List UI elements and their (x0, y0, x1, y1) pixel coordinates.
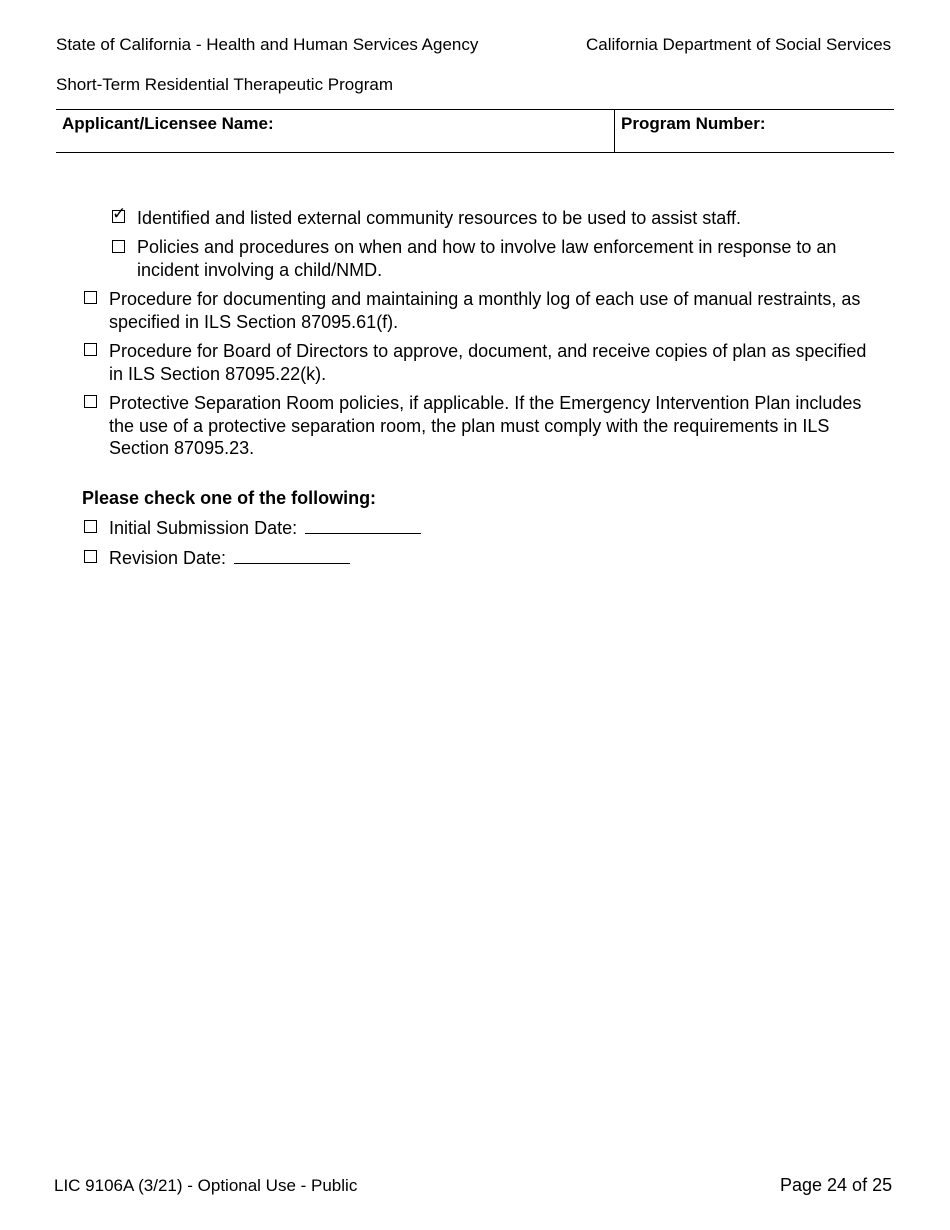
applicant-info-table (56, 109, 894, 153)
checkbox-board-approval[interactable] (84, 343, 97, 356)
checkbox-law-enforcement[interactable] (112, 240, 125, 253)
revision-label: Revision Date: (109, 548, 227, 568)
department-name: California Department of Social Services (586, 35, 892, 54)
initial-submission-row (109, 517, 421, 540)
agency-name: State of California - Health and Human Services Agency (56, 35, 479, 54)
form-id: LIC 9106A (3/21) - Optional Use - Public (54, 1176, 358, 1195)
checklist-item-law-enforcement (137, 236, 836, 281)
initial-submission-label: Initial Submission Date: (109, 518, 298, 538)
checkbox-protective-separation-room[interactable] (84, 395, 97, 408)
line: Protective Separation Room policies, if applicable. If the Emergency Intervention Plan includes (109, 393, 862, 413)
page-number: Page 24 of 25 (780, 1175, 893, 1195)
checklist-item-board-approval (109, 340, 866, 385)
checkmark-icon: ✓ (112, 204, 127, 223)
line: the use of a protective separation room, the plan must comply with the requirements in ILS (109, 415, 830, 436)
line: incident involving a child/NMD. (137, 259, 383, 280)
line: Policies and procedures on when and how to involve law enforcement in response to an (137, 237, 837, 257)
applicant-name-cell[interactable] (56, 110, 615, 152)
checklist-item-manual-restraints-log (109, 288, 860, 333)
checkbox-initial-submission[interactable] (84, 520, 97, 533)
line: specified in ILS Section 87095.61(f). (109, 311, 399, 332)
program-number-cell[interactable] (615, 110, 894, 152)
initial-submission-date-field[interactable] (305, 517, 421, 534)
applicant-name-label: Applicant/Licensee Name: (62, 114, 274, 133)
line: in ILS Section 87095.22(k). (109, 363, 327, 384)
revision-row (109, 547, 350, 570)
checkbox-manual-restraints-log[interactable] (84, 291, 97, 304)
submission-heading: Please check one of the following: (82, 488, 377, 508)
revision-date-field[interactable] (234, 547, 350, 564)
checkbox-community-resources[interactable] (112, 204, 127, 223)
line: Procedure for Board of Directors to approve, document, and receive copies of plan as specified (109, 341, 867, 361)
line: Procedure for documenting and maintaining a monthly log of each use of manual restraints, as (109, 289, 861, 309)
program-title: Short-Term Residential Therapeutic Program (56, 75, 393, 94)
checklist-item-protective-separation-room (109, 392, 861, 460)
checkbox-revision[interactable] (84, 550, 97, 563)
program-number-label: Program Number: (621, 114, 766, 133)
checklist-item-community-resources: Identified and listed external community resources to be used to assist staff. (137, 208, 741, 228)
line: Section 87095.23. (109, 438, 255, 458)
